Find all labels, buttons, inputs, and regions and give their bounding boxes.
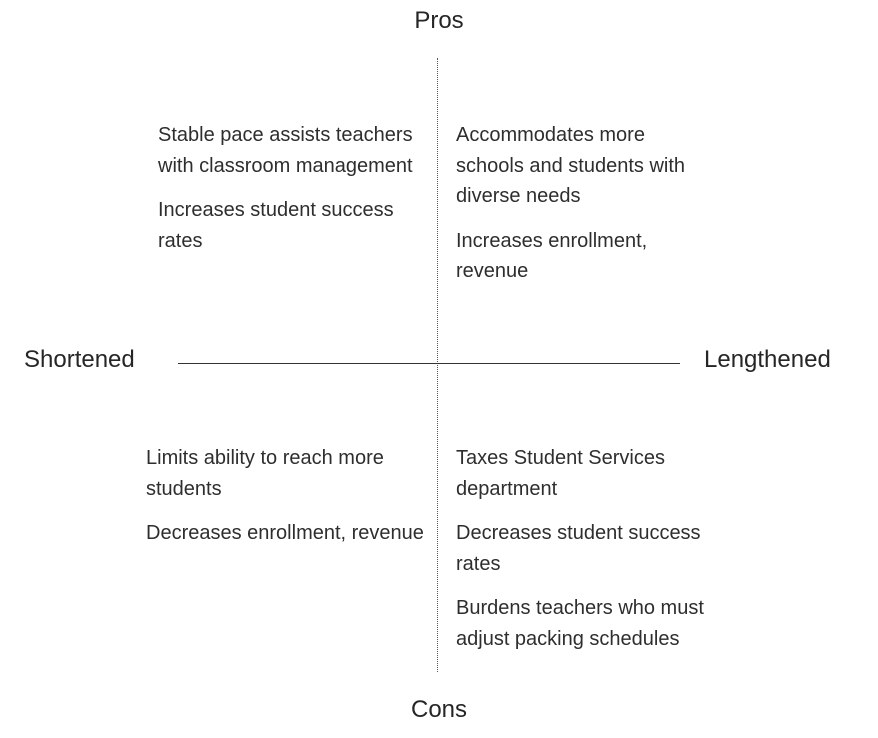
quadrant-item: Increases enrollment, revenue <box>456 229 648 282</box>
quadrant-item: Burdens teachers who must adjust packing schedules <box>456 597 704 650</box>
quadrant-item: Increases student success rates <box>158 199 394 252</box>
quadrant-shortened-pros <box>158 120 428 270</box>
pros-axis-label: Pros <box>414 7 464 34</box>
quadrant-shortened-cons <box>146 443 428 563</box>
quadrant-lengthened-cons <box>456 443 716 668</box>
quadrant-item: Taxes Student Services department <box>456 447 665 500</box>
horizontal-axis-line <box>178 363 680 364</box>
quadrant-item: Decreases enrollment, revenue <box>146 522 424 544</box>
vertical-dotted-axis <box>437 58 438 672</box>
quadrant-item: Decreases student success rates <box>456 522 701 575</box>
quadrant-item: Accommodates more schools and students with diverse needs <box>456 124 686 207</box>
quadrant-item: Limits ability to reach more students <box>146 447 384 500</box>
quadrant-lengthened-pros <box>456 120 716 301</box>
cons-axis-label: Cons <box>410 696 468 723</box>
quadrant-item: Stable pace assists teachers with classroom management <box>158 124 413 177</box>
lengthened-axis-label: Lengthened <box>704 346 831 373</box>
shortened-axis-label: Shortened <box>24 346 135 373</box>
